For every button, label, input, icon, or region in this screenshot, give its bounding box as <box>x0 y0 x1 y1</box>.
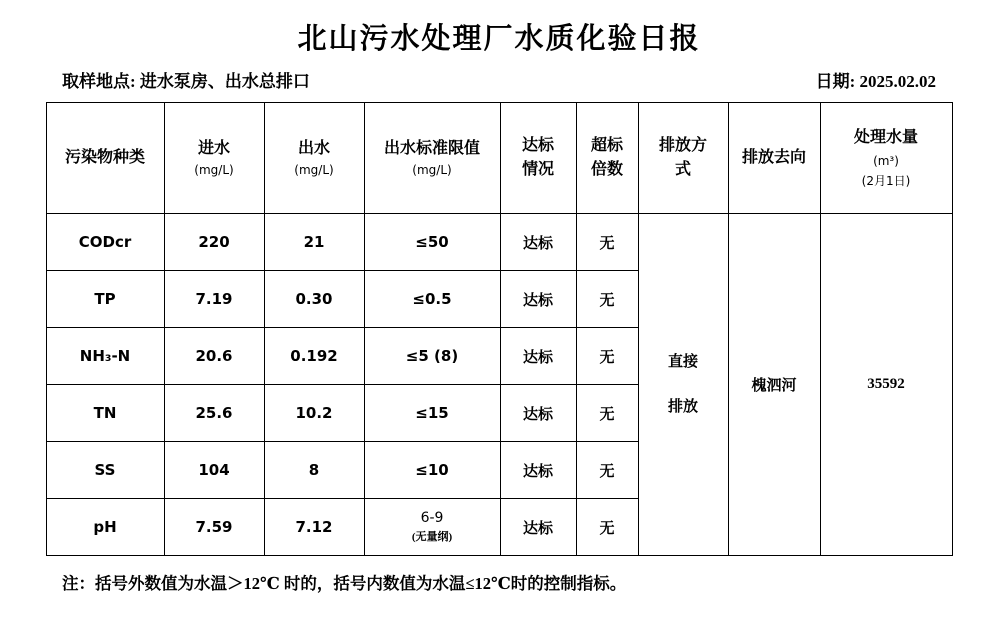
footnote: 注：括号外数值为水温＞12℃ 时的，括号内数值为水温≤12℃时的控制指标。 <box>62 574 627 593</box>
cell-discharge-mode <box>638 214 728 556</box>
row-exceed-value: 无 <box>576 214 638 271</box>
header-volume-line2: (2月1日) <box>861 174 911 188</box>
meta-row <box>0 67 998 92</box>
header-discharge-destination-label: 排放去向 <box>741 149 806 167</box>
row-exceed-value: 无 <box>576 328 638 385</box>
table-body <box>46 214 952 556</box>
row-effluent-value: 0.30 <box>264 271 364 328</box>
row-pollutant-name: CODcr <box>46 214 164 271</box>
header-compliance-line2: 情况 <box>521 161 554 178</box>
cell-discharge-destination: 槐泗河 <box>728 214 820 556</box>
header-pollutant-label: 污染物种类 <box>64 149 145 167</box>
row-standard-value: 6-9 <box>420 510 444 526</box>
header-effluent <box>264 103 364 214</box>
row-compliance-value: 达标 <box>500 271 576 328</box>
header-effluent-unit: (mg/L) <box>294 162 334 177</box>
page-title: 北山污水处理厂水质化验日报 <box>297 23 701 55</box>
report-date: 日期: 2025.02.02 <box>815 72 936 91</box>
row-influent-value: 7.59 <box>164 499 264 556</box>
row-standard-cell <box>364 499 500 556</box>
header-discharge-mode-line2: 式 <box>674 161 691 178</box>
header-influent-unit: (mg/L) <box>194 162 234 177</box>
row-standard-value: ≤5 (8) <box>364 328 500 385</box>
header-discharge-mode <box>638 103 728 214</box>
header-influent <box>164 103 264 214</box>
header-standard <box>364 103 500 214</box>
header-standard-unit: (mg/L) <box>412 162 452 177</box>
row-effluent-value: 21 <box>264 214 364 271</box>
discharge-mode-line2: 排放 <box>667 398 698 415</box>
row-pollutant-name: TN <box>46 385 164 442</box>
row-compliance-value: 达标 <box>500 442 576 499</box>
header-compliance <box>500 103 576 214</box>
header-volume <box>820 103 952 214</box>
header-volume-unit: (m³) <box>873 154 899 168</box>
header-discharge-mode-line1: 排放方 <box>658 137 707 154</box>
table-header-row <box>46 103 952 214</box>
header-exceed-line2: 倍数 <box>590 161 623 178</box>
row-standard-value: ≤10 <box>364 442 500 499</box>
header-effluent-label: 出水 <box>297 140 330 158</box>
row-influent-value: 20.6 <box>164 328 264 385</box>
header-discharge-destination <box>728 103 820 214</box>
header-standard-label: 出水标准限值 <box>383 140 480 158</box>
table-row <box>46 214 952 271</box>
row-influent-value: 7.19 <box>164 271 264 328</box>
header-volume-line1: 处理水量 <box>853 129 918 146</box>
row-effluent-value: 7.12 <box>264 499 364 556</box>
row-standard-value: ≤50 <box>364 214 500 271</box>
row-pollutant-name: NH₃-N <box>46 328 164 385</box>
sampling-location: 取样地点: 进水泵房、出水总排口 <box>62 72 310 91</box>
cell-treated-volume: 35592 <box>820 214 952 556</box>
row-exceed-value: 无 <box>576 271 638 328</box>
row-compliance-value: 达标 <box>500 214 576 271</box>
header-exceed <box>576 103 638 214</box>
row-exceed-value: 无 <box>576 499 638 556</box>
table-header <box>46 103 952 214</box>
header-influent-label: 进水 <box>197 140 230 158</box>
row-effluent-value: 8 <box>264 442 364 499</box>
row-standard-value: ≤0.5 <box>364 271 500 328</box>
row-pollutant-name: SS <box>46 442 164 499</box>
report-page <box>0 16 998 619</box>
row-pollutant-name: pH <box>46 499 164 556</box>
row-effluent-value: 0.192 <box>264 328 364 385</box>
water-quality-table <box>46 102 953 556</box>
row-influent-value: 104 <box>164 442 264 499</box>
row-standard-value: ≤15 <box>364 385 500 442</box>
header-compliance-line1: 达标 <box>521 137 554 154</box>
row-compliance-value: 达标 <box>500 328 576 385</box>
row-influent-value: 25.6 <box>164 385 264 442</box>
row-exceed-value: 无 <box>576 442 638 499</box>
row-compliance-value: 达标 <box>500 499 576 556</box>
row-compliance-value: 达标 <box>500 385 576 442</box>
row-effluent-value: 10.2 <box>264 385 364 442</box>
row-pollutant-name: TP <box>46 271 164 328</box>
row-influent-value: 220 <box>164 214 264 271</box>
header-exceed-line1: 超标 <box>590 137 623 154</box>
discharge-mode-line1: 直接 <box>667 353 698 370</box>
header-pollutant <box>46 103 164 214</box>
row-standard-note: (无量纲) <box>411 531 453 543</box>
row-exceed-value: 无 <box>576 385 638 442</box>
